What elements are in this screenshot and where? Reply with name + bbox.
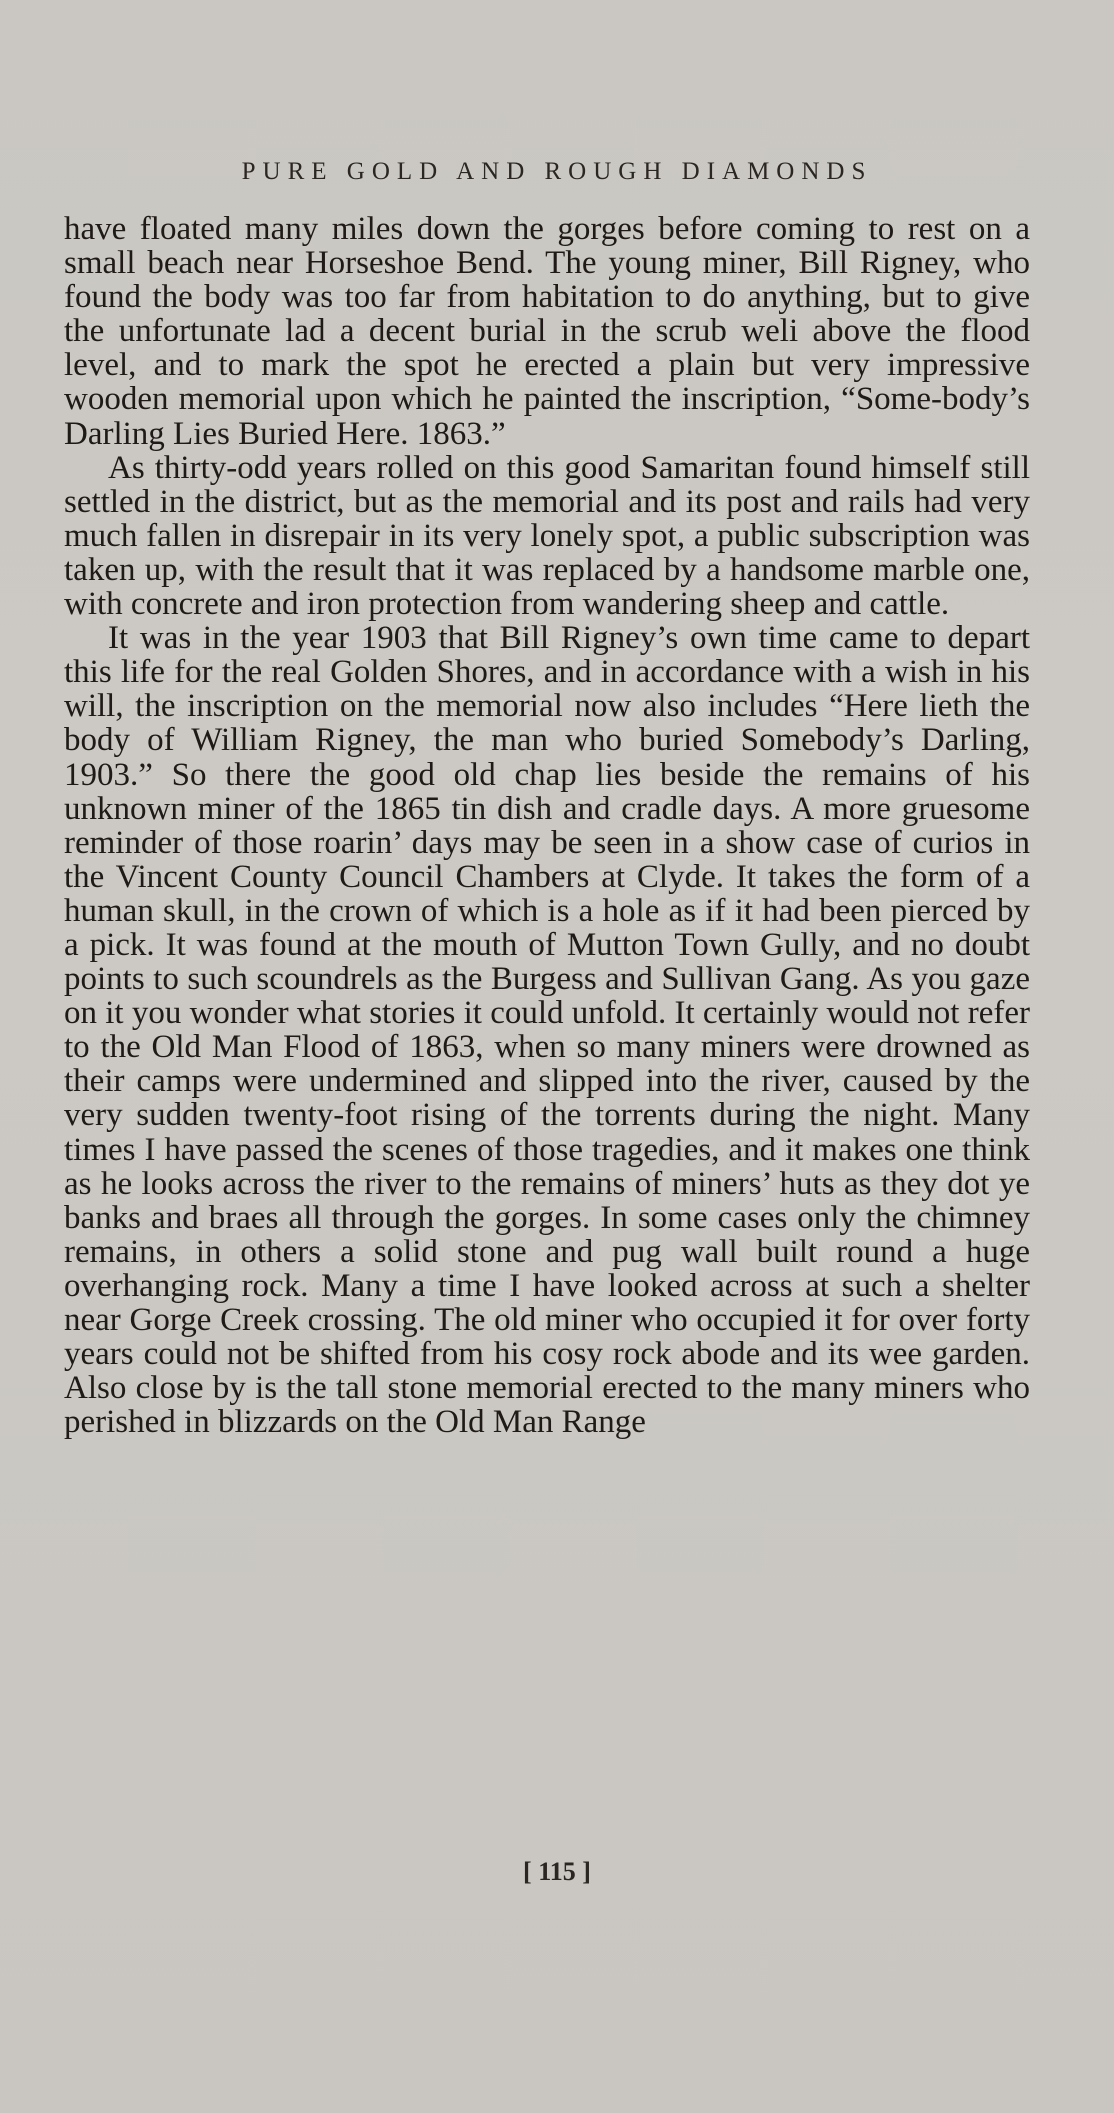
paragraph-2: As thirty-odd years rolled on this good Samaritan found himself still settled in the district, but as the memorial and its post and rails had very much fallen in disrepair in its very lonely spot, a public subscription was taken up, with the result that it was replaced by a handsome marble one, with concrete and iron protection from wandering sheep and cattle. xyxy=(64,449,1030,623)
paragraph-3: It was in the year 1903 that Bill Rigney’s own time came to depart this life for the real Golden Shores, and in accordance with a wish in his will, the inscription on the memorial now also includes “Here lieth the body of William Rigney, the man who buried Somebody’s Darling, 1903.” So there the good old chap lies beside the remains of his unknown miner of the 1865 tin dish and cradle days. A more gruesome reminder of those roarin’ days may be seen in a show case of curios in the Vincent County Council Chambers at Clyde. It takes the form of a human skull, in the crown of which is a hole as if it had been pierced by a pick. It was found at the mouth of Mutton Town Gully, and no doubt points to such scoundrels as the Burgess and Sullivan Gang. As you gaze on it you wonder what stories it could unfold. It certainly would not refer to the Old Man Flood of 1863, when so many miners were drowned as their camps were undermined and slipped into the river, caused by the very sudden twenty-foot rising of the torrents during the night. Many times I have passed the scenes of those tragedies, and it makes one think as he looks across the river to the remains of miners’ huts as they dot ye banks and braes all through the gorges. In some cases only the chimney remains, in others a solid stone and pug wall built round a huge overhanging rock. Many a time I have looked across at such a shelter near Gorge Creek crossing. The old miner who occupied it for over forty years could not be shifted from his cosy rock abode and its wee garden. Also close by is the tall stone memorial erected to the many miners who perished in blizzards on the Old Man Range xyxy=(64,620,1030,1441)
paragraph-1: have floated many miles down the gorges before coming to rest on a small beach near Horseshoe Bend. The young miner, Bill Rigney, who found the body was too far from habitation to do anything, but to give the unfortunate lad a decent burial in the scrub weli above the flood level, and to mark the spot he erected a plain but very impressive wooden memorial upon which he painted the inscription, “Some-body’s Darling Lies Buried Here. 1863.” xyxy=(64,211,1030,452)
running-head: PURE GOLD AND ROUGH DIAMONDS xyxy=(241,158,873,185)
page-number: [ 115 ] xyxy=(523,1857,591,1886)
body-text xyxy=(64,212,1030,1439)
